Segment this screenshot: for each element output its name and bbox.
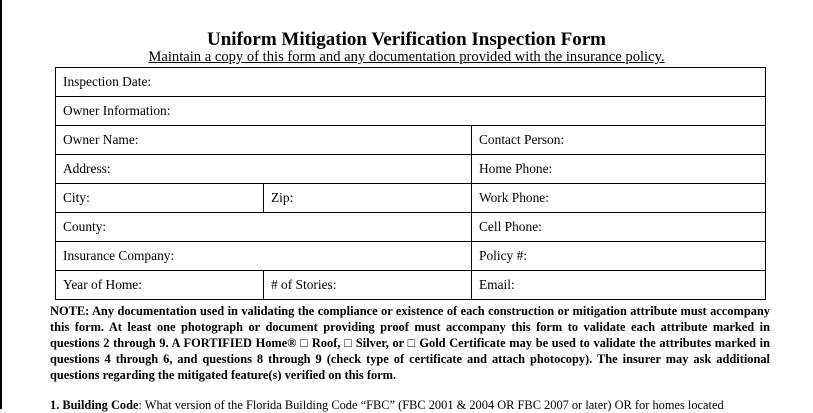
question-1-text: : What version of the Florida Building Code “FBC” (FBC 2001 & 2004 OR FBC 2007 or later) OR for homes located <box>138 398 724 412</box>
home-phone-field[interactable]: Home Phone: <box>472 155 766 184</box>
year-of-home-field[interactable]: Year of Home: <box>56 271 264 300</box>
zip-field[interactable]: Zip: <box>264 184 472 213</box>
owner-information-header: Owner Information: <box>56 97 766 126</box>
contact-person-field[interactable]: Contact Person: <box>472 126 766 155</box>
stories-field[interactable]: # of Stories: <box>264 271 472 300</box>
documentation-note: NOTE: Any documentation used in validating the compliance or existence of each construction or mitigation attribute must accompany this form. At least one photograph or document providing proof must accompany this form to validate each attribute marked in questions 2 through 9. A FORTIFIED Home® □ Roof, □ Silver, or □ Gold Certificate may be used to validate the attributes marked in questions 4 through 6, and questions 8 through 9 (check type of certificate and attach photocopy). The insurer may ask additional questions regarding the mitigated feature(s) verified on this form. <box>50 304 770 382</box>
work-phone-field[interactable]: Work Phone: <box>472 184 766 213</box>
form-title: Uniform Mitigation Verification Inspection Form <box>207 29 606 50</box>
cell-phone-field[interactable]: Cell Phone: <box>472 213 766 242</box>
owner-name-field[interactable]: Owner Name: <box>56 126 472 155</box>
form-subtitle: Maintain a copy of this form and any documentation provided with the insurance policy. <box>148 49 665 65</box>
policy-number-field[interactable]: Policy #: <box>472 242 766 271</box>
owner-info-table <box>55 67 766 300</box>
inspection-date-field[interactable]: Inspection Date: <box>56 68 766 97</box>
question-1-building-code <box>50 397 780 413</box>
address-field[interactable]: Address: <box>56 155 472 184</box>
county-field[interactable]: County: <box>56 213 472 242</box>
city-field[interactable]: City: <box>56 184 264 213</box>
insurance-company-field[interactable]: Insurance Company: <box>56 242 472 271</box>
email-field[interactable]: Email: <box>472 271 766 300</box>
question-1-label: 1. Building Code <box>50 398 139 412</box>
